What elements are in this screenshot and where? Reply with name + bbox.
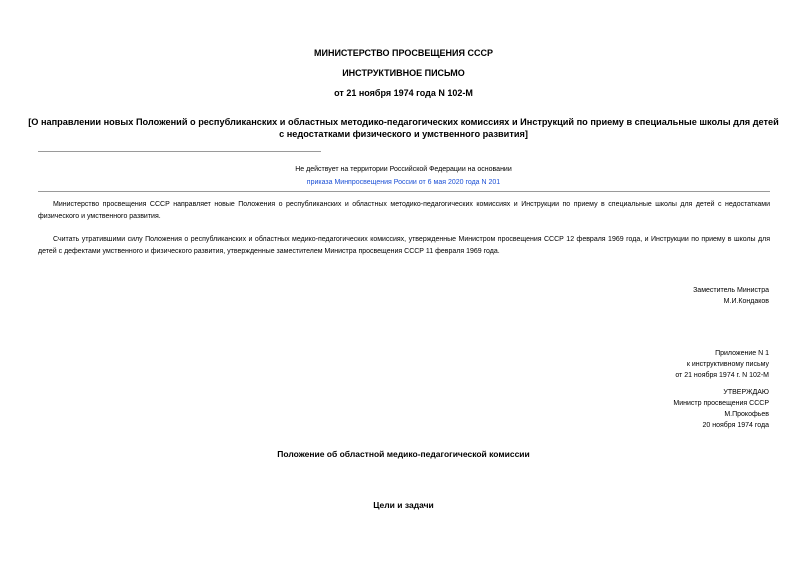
approval-block — [673, 387, 769, 431]
short-divider — [38, 151, 321, 152]
approval-date: 20 ноября 1974 года — [702, 422, 769, 429]
full-divider — [38, 191, 770, 192]
appendix-block — [675, 348, 769, 381]
signature-position: Заместитель Министра — [693, 287, 769, 294]
document-title-line1: [О направлении новых Положений о республиканских и областных методико-педагогических комиссиях и Инструкций по приему в специальные школы для детей — [28, 117, 779, 127]
appendix-ref-line2: от 21 ноября 1974 г. N 102-М — [675, 372, 769, 379]
body-paragraph-2: Считать утратившими силу Положения о республиканских и областных медико-педагогических комиссиях, утвержденные Министром просвещения СССР 12 февраля 1969 года, и Инструкции по приему в школы для детей с дефектами умственного и физического развития, утвержденные заместителем Министра просвещения СССР 11 февраля 1969 года. — [38, 236, 770, 255]
doc-date-number: от 21 ноября 1974 года N 102-М — [334, 88, 473, 98]
document-title-line2: с недостатками физического и умственного развития] — [279, 129, 528, 139]
signature-block — [693, 285, 769, 307]
signature-name: М.И.Кондаков — [723, 298, 769, 305]
document-title — [0, 116, 807, 140]
status-notice-text: Не действует на территории Российской Федерации на основании — [295, 166, 512, 173]
appendix-ref-line1: к инструктивному письму — [686, 361, 769, 368]
goals-section-title: Цели и задачи — [373, 500, 434, 510]
appendix-label: Приложение N 1 — [715, 350, 769, 357]
approval-stamp: УТВЕРЖДАЮ — [723, 389, 769, 396]
repeal-order-link[interactable]: приказа Минпросвещения России от 6 мая 2020 года N 201 — [306, 179, 501, 186]
approval-position: Министр просвещения СССР — [673, 400, 769, 407]
ministry-heading: МИНИСТЕРСТВО ПРОСВЕЩЕНИЯ СССР — [313, 48, 493, 58]
doc-type-heading: ИНСТРУКТИВНОЕ ПИСЬМО — [342, 68, 465, 78]
status-notice — [0, 163, 807, 189]
body-paragraph-1: Министерство просвещения СССР направляет новые Положения о республиканских и областных методико-педагогических комиссиях и Инструкции по приему в специальные школы для детей с недостатками физического и умственного развития. — [38, 201, 770, 220]
regulation-title: Положение об областной медико-педагогической комиссии — [277, 449, 530, 459]
approval-name: М.Прокофьев — [724, 411, 769, 418]
